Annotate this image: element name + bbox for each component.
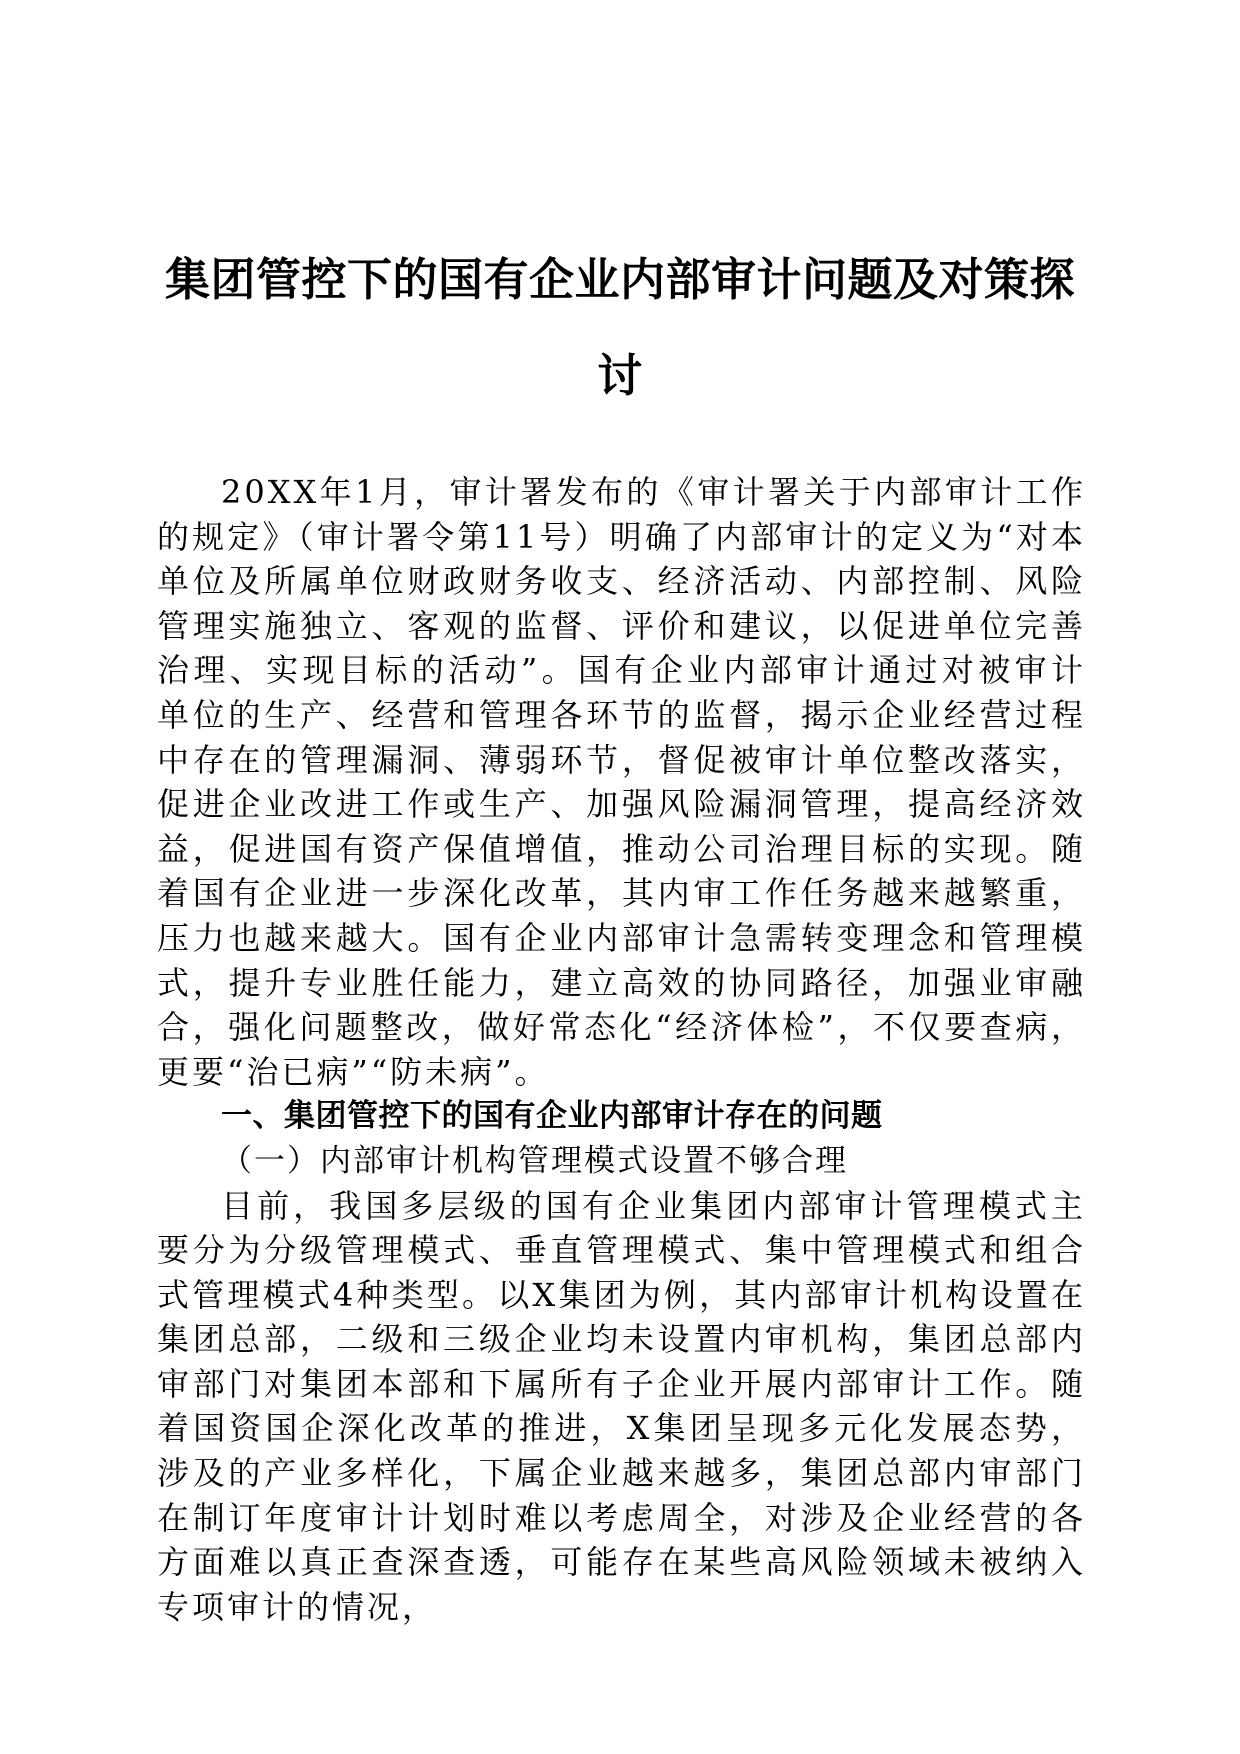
intro-paragraph: 20XX年1月，审计署发布的《审计署关于内部审计工作的规定》（审计署令第11号）明确了内部审计的定义为“对本单位及所属单位财政财务收支、经济活动、内部控制、风险管理实施独立、客观的监督、评价和建议，以促进单位完善治理、实现目标的活动”。国有企业内部审计通过对被审计单位的生产、经营和管理各环节的监督，揭示企业经营过程中存在的管理漏洞、薄弱环节，督促被审计单位整改落实，促进企业改进工作或生产、加强风险漏洞管理，提高经济效益，促进国有资产保值增值，推动公司治理目标的实现。随着国有企业进一步深化改革，其内审工作任务越来越繁重，压力也越来越大。国有企业内部审计急需转变理念和管理模式，提升专业胜任能力，建立高效的协同路径，加强业审融合，强化问题整改，做好常态化“经济体检”，不仅要查病，更要“治已病”“防未病”。 — [157, 473, 1086, 1091]
subsection-heading: （一）内部审计机构管理模式设置不够合理 — [221, 1142, 848, 1179]
section-heading: 一、集团管控下的国有企业内部审计存在的问题 — [221, 1098, 883, 1135]
body-paragraph: 目前，我国多层级的国有企业集团内部审计管理模式主要分为分级管理模式、垂直管理模式、集中管理模式和组合式管理模式4种类型。以X集团为例，其内部审计机构设置在集团总部，二级和三级企业均未设置内审机构，集团总部内审部门对集团本部和下属所有子企业开展内部审计工作。随着国资国企深化改革的推进，X集团呈现多元化发展态势，涉及的产业多样化，下属企业越来越多，集团总部内审部门在制订年度审计计划时难以考虑周全，对涉及企业经营的各方面难以真正查深查透，可能存在某些高风险领域未被纳入专项审计的情况， — [157, 1186, 1086, 1626]
document-title: 集团管控下的国有企业内部审计问题及对策探讨 — [164, 253, 1075, 402]
document-body — [157, 470, 1086, 1629]
